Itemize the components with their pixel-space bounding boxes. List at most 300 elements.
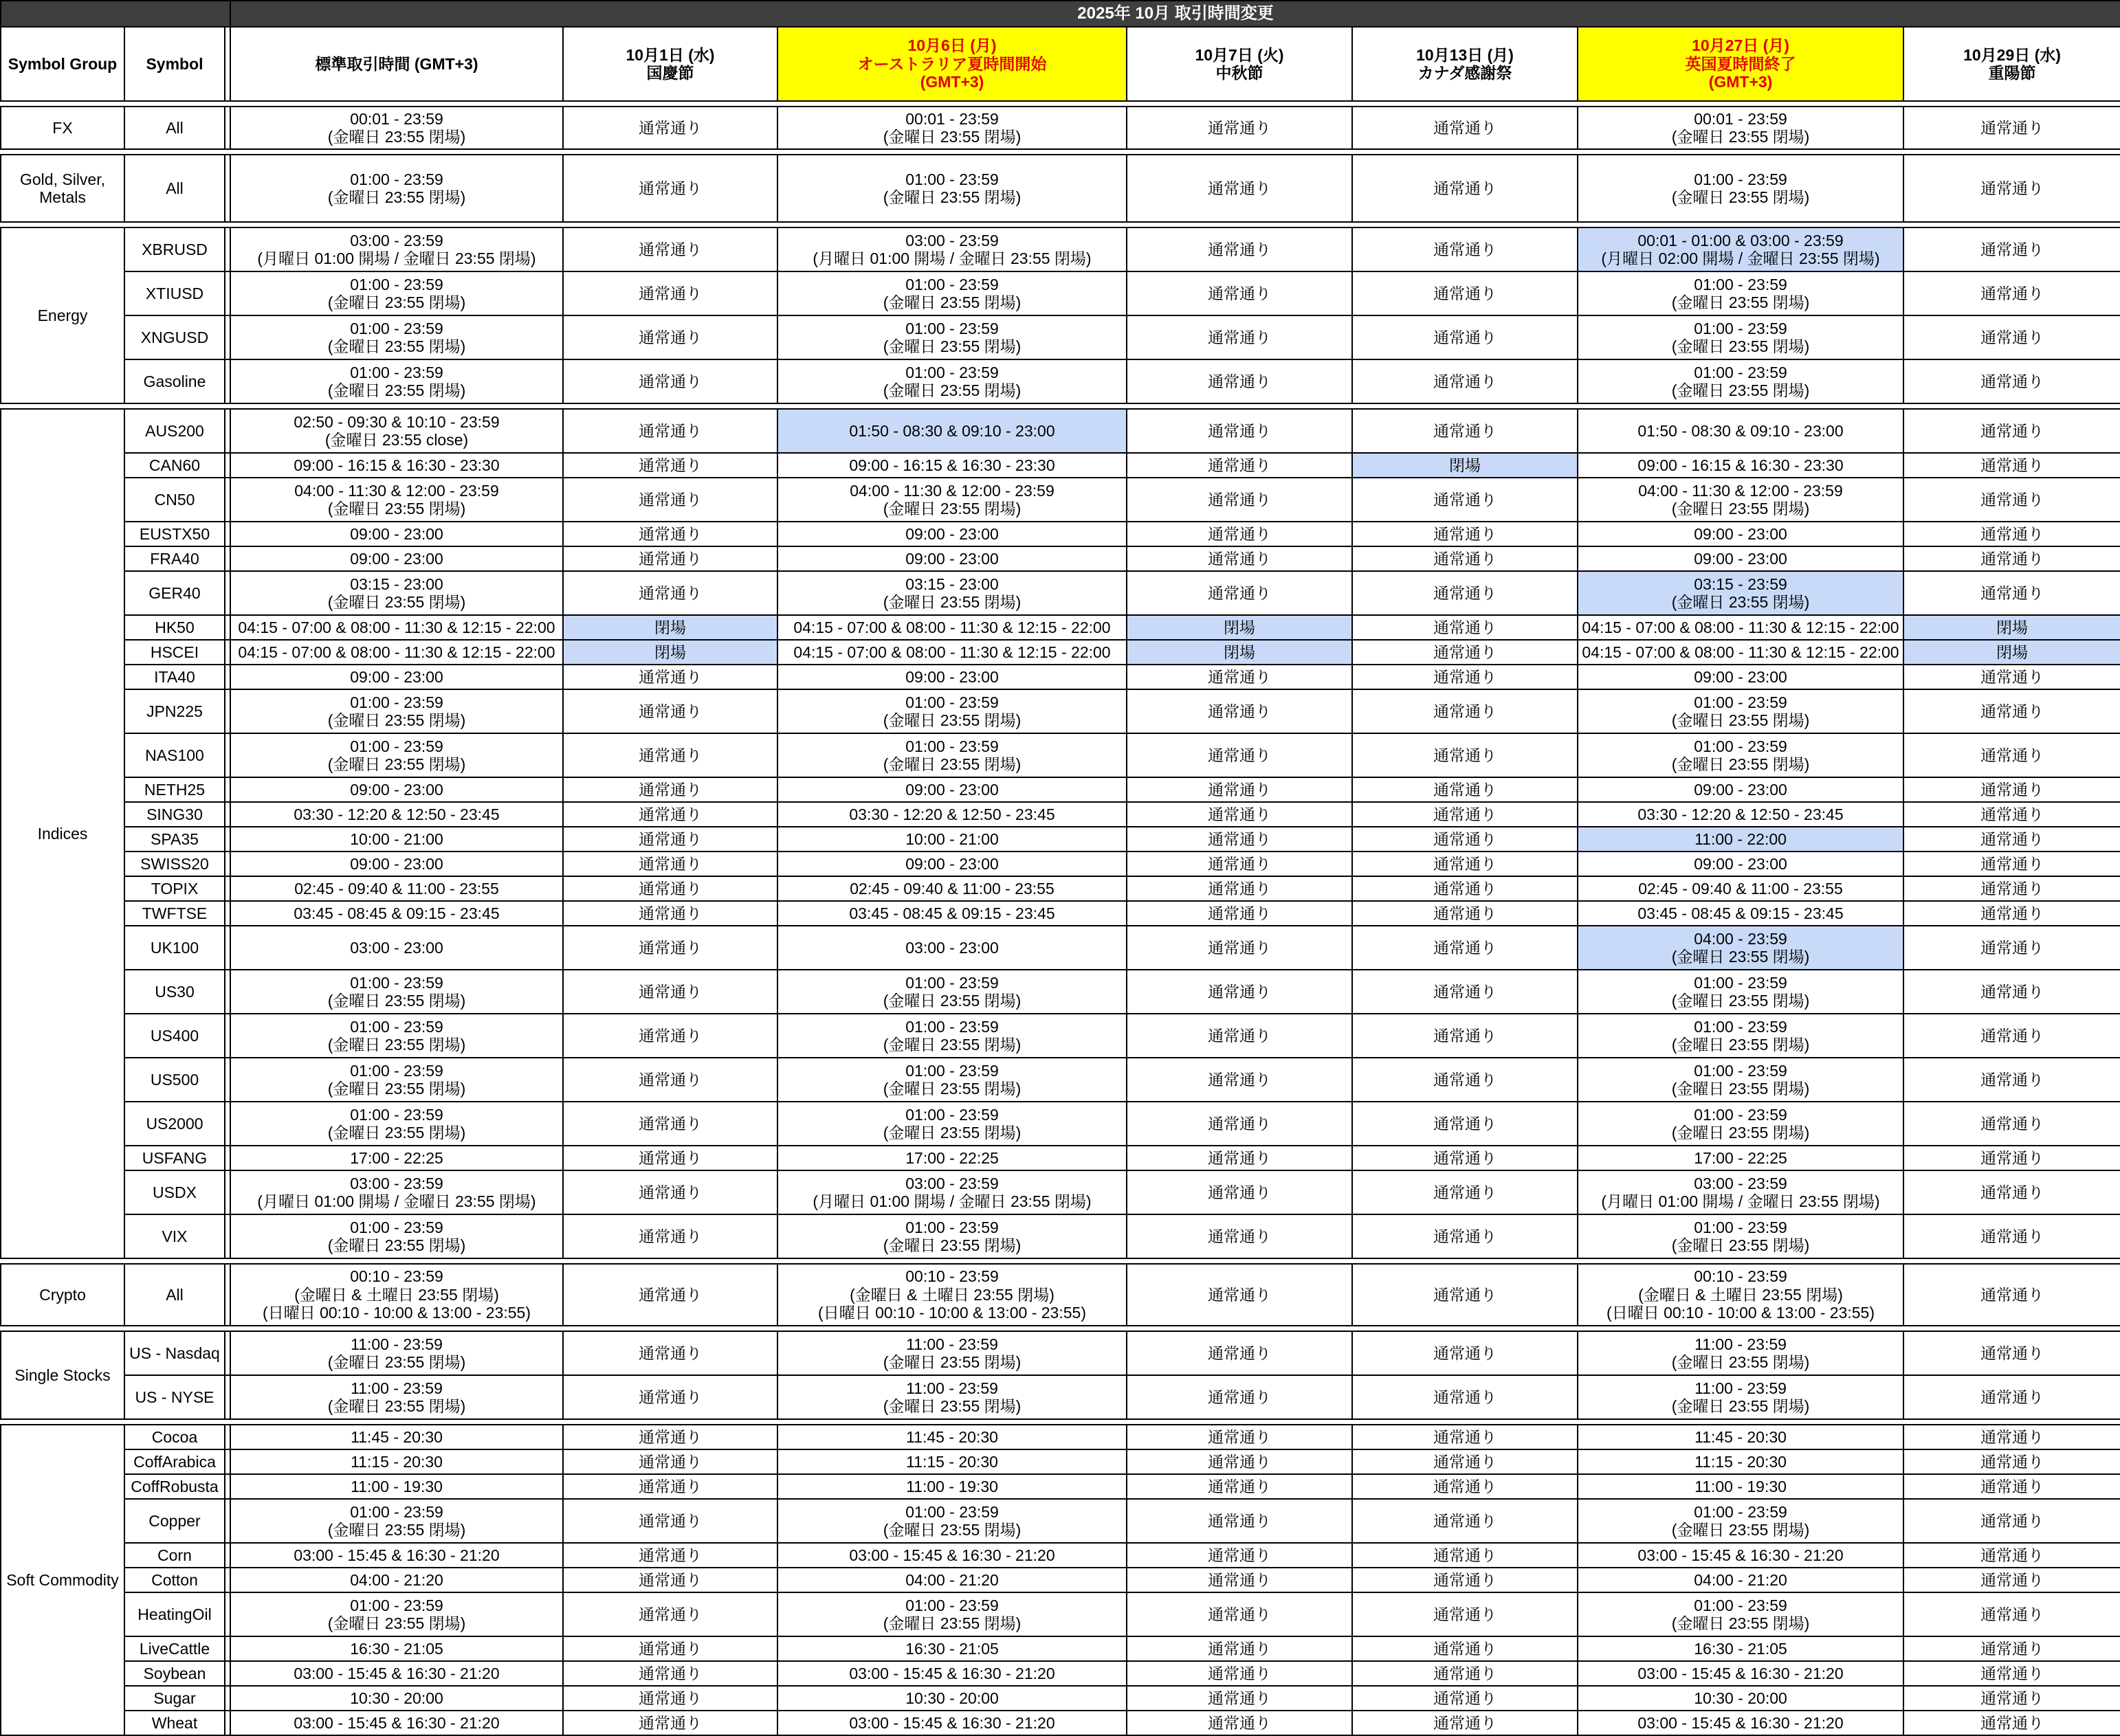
hours-cell: 11:00 - 23:59 (金曜日 23:55 閉場) xyxy=(1578,1331,1903,1375)
hours-cell: 通常通り xyxy=(563,777,777,802)
symbol-cell: CoffRobusta xyxy=(124,1474,225,1499)
hours-cell: 01:00 - 23:59 (金曜日 23:55 閉場) xyxy=(777,315,1127,359)
symbol-cell: CAN60 xyxy=(124,453,225,478)
hours-cell: 通常通り xyxy=(1352,271,1578,315)
hours-cell: 通常通り xyxy=(563,1058,777,1102)
table-row xyxy=(1,1474,2120,1499)
hours-cell: 通常通り xyxy=(1352,1636,1578,1661)
table-row xyxy=(1,1449,2120,1474)
symbol-cell: US - Nasdaq xyxy=(124,1331,225,1375)
hours-cell: 03:00 - 23:59 (月曜日 01:00 開場 / 金曜日 23:55 閉場) xyxy=(777,1170,1127,1214)
hours-cell: 04:00 - 21:20 xyxy=(777,1568,1127,1592)
hours-cell: 通常通り xyxy=(563,1102,777,1146)
spacer-cell xyxy=(225,876,230,901)
group-separator xyxy=(1,222,2120,227)
hours-cell: 通常通り xyxy=(1903,1331,2120,1375)
spacer-cell xyxy=(225,1636,230,1661)
hours-cell: 通常通り xyxy=(1127,1170,1352,1214)
symbol-cell: All xyxy=(124,1264,225,1326)
hours-cell: 通常通り xyxy=(1352,1686,1578,1711)
hours-cell: 通常通り xyxy=(1127,1214,1352,1258)
hours-cell: 01:00 - 23:59 (金曜日 23:55 閉場) xyxy=(777,1058,1127,1102)
hours-cell: 通常通り xyxy=(1903,478,2120,522)
table-row xyxy=(1,1214,2120,1258)
hours-cell: 01:00 - 23:59 (金曜日 23:55 閉場) xyxy=(1578,315,1903,359)
hours-cell: 02:50 - 09:30 & 10:10 - 23:59 (金曜日 23:55 close) xyxy=(230,409,563,453)
hours-cell: 01:00 - 23:59 (金曜日 23:55 閉場) xyxy=(1578,1014,1903,1058)
header-col-0: 標準取引時間 (GMT+3) xyxy=(230,27,563,101)
hours-cell: 通常通り xyxy=(563,852,777,876)
symbol-cell: FRA40 xyxy=(124,546,225,571)
hours-cell: 通常通り xyxy=(1352,478,1578,522)
symbol-cell: US500 xyxy=(124,1058,225,1102)
table-row xyxy=(1,852,2120,876)
symbol-cell: HeatingOil xyxy=(124,1592,225,1636)
spacer-cell xyxy=(225,1331,230,1375)
symbol-cell: USDX xyxy=(124,1170,225,1214)
separator-cell xyxy=(1,101,2120,107)
symbol-group-cell: Soft Commodity xyxy=(1,1425,124,1735)
hours-cell: 16:30 - 21:05 xyxy=(230,1636,563,1661)
hours-cell: 03:00 - 23:59 (月曜日 01:00 開場 / 金曜日 23:55 閉場) xyxy=(230,227,563,271)
hours-cell: 04:00 - 11:30 & 12:00 - 23:59 (金曜日 23:55 閉場) xyxy=(777,478,1127,522)
hours-cell: 04:15 - 07:00 & 08:00 - 11:30 & 12:15 - 22:00 xyxy=(230,640,563,665)
table-row xyxy=(1,777,2120,802)
hours-cell: 16:30 - 21:05 xyxy=(777,1636,1127,1661)
hours-cell: 通常通り xyxy=(1352,827,1578,852)
hours-cell: 通常通り xyxy=(563,1499,777,1543)
hours-cell: 通常通り xyxy=(563,802,777,827)
hours-cell: 03:45 - 08:45 & 09:15 - 23:45 xyxy=(777,901,1127,926)
hours-cell: 通常通り xyxy=(1352,1058,1578,1102)
separator-cell xyxy=(1,222,2120,227)
table-row xyxy=(1,315,2120,359)
hours-cell: 通常通り xyxy=(1127,478,1352,522)
hours-cell: 11:00 - 23:59 (金曜日 23:55 閉場) xyxy=(777,1331,1127,1375)
table-row xyxy=(1,453,2120,478)
table-row xyxy=(1,1331,2120,1375)
spacer-cell xyxy=(225,1146,230,1170)
separator-cell xyxy=(1,1419,2120,1425)
hours-cell: 09:00 - 23:00 xyxy=(230,665,563,689)
spacer-cell xyxy=(225,571,230,615)
hours-cell: 通常通り xyxy=(563,409,777,453)
column-header-row xyxy=(1,27,2120,101)
hours-cell: 03:00 - 15:45 & 16:30 - 21:20 xyxy=(1578,1711,1903,1735)
spacer-cell xyxy=(225,1058,230,1102)
hours-cell: 03:00 - 15:45 & 16:30 - 21:20 xyxy=(230,1543,563,1568)
hours-cell: 通常通り xyxy=(1352,970,1578,1014)
table-row xyxy=(1,1375,2120,1419)
hours-cell: 通常通り xyxy=(563,733,777,777)
hours-cell: 通常通り xyxy=(1903,802,2120,827)
hours-cell: 通常通り xyxy=(1127,665,1352,689)
hours-cell: 通常通り xyxy=(1352,802,1578,827)
hours-cell: 01:00 - 23:59 (金曜日 23:55 閉場) xyxy=(777,1499,1127,1543)
hours-cell: 11:00 - 19:30 xyxy=(230,1474,563,1499)
hours-cell: 通常通り xyxy=(563,1474,777,1499)
hours-cell: 17:00 - 22:25 xyxy=(777,1146,1127,1170)
hours-cell: 03:15 - 23:00 (金曜日 23:55 閉場) xyxy=(230,571,563,615)
hours-cell: 11:00 - 19:30 xyxy=(777,1474,1127,1499)
hours-cell: 通常通り xyxy=(563,1449,777,1474)
hours-cell: 00:01 - 23:59 (金曜日 23:55 閉場) xyxy=(777,107,1127,149)
hours-cell: 09:00 - 23:00 xyxy=(777,522,1127,546)
hours-cell: 01:00 - 23:59 (金曜日 23:55 閉場) xyxy=(777,1592,1127,1636)
table-row xyxy=(1,1058,2120,1102)
hours-cell: 01:00 - 23:59 (金曜日 23:55 閉場) xyxy=(230,733,563,777)
symbol-cell: NAS100 xyxy=(124,733,225,777)
hours-cell: 11:45 - 20:30 xyxy=(777,1425,1127,1449)
hours-cell: 閉場 xyxy=(563,640,777,665)
hours-cell: 01:00 - 23:59 (金曜日 23:55 閉場) xyxy=(777,733,1127,777)
hours-cell: 通常通り xyxy=(1352,1449,1578,1474)
hours-cell: 03:00 - 23:00 xyxy=(777,926,1127,970)
hours-cell: 10:00 - 21:00 xyxy=(230,827,563,852)
hours-cell: 04:00 - 11:30 & 12:00 - 23:59 (金曜日 23:55 閉場) xyxy=(1578,478,1903,522)
table-row xyxy=(1,733,2120,777)
spacer-cell xyxy=(225,1661,230,1686)
spacer-cell xyxy=(225,315,230,359)
hours-cell: 通常通り xyxy=(1903,665,2120,689)
hours-cell: 通常通り xyxy=(1127,1058,1352,1102)
hours-cell: 03:00 - 23:59 (月曜日 01:00 開場 / 金曜日 23:55 閉場) xyxy=(1578,1170,1903,1214)
table-row xyxy=(1,155,2120,222)
hours-cell: 通常通り xyxy=(1903,1214,2120,1258)
hours-cell: 17:00 - 22:25 xyxy=(1578,1146,1903,1170)
hours-cell: 通常通り xyxy=(1127,1449,1352,1474)
hours-cell: 通常通り xyxy=(1352,315,1578,359)
symbol-cell: Gasoline xyxy=(124,359,225,403)
hours-cell: 01:00 - 23:59 (金曜日 23:55 閉場) xyxy=(777,1014,1127,1058)
table-row xyxy=(1,1543,2120,1568)
table-row xyxy=(1,1568,2120,1592)
spacer-cell xyxy=(225,1375,230,1419)
hours-cell: 通常通り xyxy=(563,1425,777,1449)
symbol-cell: ITA40 xyxy=(124,665,225,689)
hours-cell: 閉場 xyxy=(1903,640,2120,665)
spacer-cell xyxy=(225,777,230,802)
hours-cell: 通常通り xyxy=(1352,1592,1578,1636)
hours-cell: 通常通り xyxy=(563,1711,777,1735)
hours-cell: 01:00 - 23:59 (金曜日 23:55 閉場) xyxy=(1578,1058,1903,1102)
symbol-cell: EUSTX50 xyxy=(124,522,225,546)
header-col-6: 10月29日 (水) 重陽節 xyxy=(1903,27,2120,101)
hours-cell: 通常通り xyxy=(1903,1474,2120,1499)
hours-cell: 通常通り xyxy=(563,155,777,222)
hours-cell: 通常通り xyxy=(1127,970,1352,1014)
hours-cell: 通常通り xyxy=(1903,271,2120,315)
hours-cell: 09:00 - 23:00 xyxy=(230,777,563,802)
hours-cell: 01:00 - 23:59 (金曜日 23:55 閉場) xyxy=(1578,1499,1903,1543)
hours-cell: 10:30 - 20:00 xyxy=(230,1686,563,1711)
hours-cell: 通常通り xyxy=(1352,665,1578,689)
hours-cell: 通常通り xyxy=(1352,359,1578,403)
spacer-cell xyxy=(225,1014,230,1058)
hours-cell: 通常通り xyxy=(563,665,777,689)
table-row xyxy=(1,665,2120,689)
symbol-cell: NETH25 xyxy=(124,777,225,802)
hours-cell: 03:00 - 15:45 & 16:30 - 21:20 xyxy=(777,1543,1127,1568)
hours-cell: 通常通り xyxy=(1127,409,1352,453)
separator-cell xyxy=(1,149,2120,155)
table-row xyxy=(1,1711,2120,1735)
hours-cell: 11:00 - 22:00 xyxy=(1578,827,1903,852)
spacer-cell xyxy=(225,1214,230,1258)
symbol-cell: SING30 xyxy=(124,802,225,827)
symbol-group-cell: Indices xyxy=(1,409,124,1258)
hours-cell: 通常通り xyxy=(563,1146,777,1170)
hours-cell: 通常通り xyxy=(563,1264,777,1326)
spacer-cell xyxy=(225,1425,230,1449)
table-row xyxy=(1,901,2120,926)
hours-cell: 11:45 - 20:30 xyxy=(1578,1425,1903,1449)
hours-cell: 09:00 - 23:00 xyxy=(230,546,563,571)
symbol-cell: VIX xyxy=(124,1214,225,1258)
hours-cell: 通常通り xyxy=(1127,155,1352,222)
separator-cell xyxy=(1,1258,2120,1264)
table-body xyxy=(1,101,2120,1735)
hours-cell: 通常通り xyxy=(1127,453,1352,478)
hours-cell: 通常通り xyxy=(1127,107,1352,149)
hours-cell: 通常通り xyxy=(1352,522,1578,546)
symbol-cell: Cocoa xyxy=(124,1425,225,1449)
header-symbol-group: Symbol Group xyxy=(1,27,124,101)
hours-cell: 通常通り xyxy=(563,1214,777,1258)
hours-cell: 通常通り xyxy=(1352,1264,1578,1326)
hours-cell: 通常通り xyxy=(1352,107,1578,149)
hours-cell: 通常通り xyxy=(1903,1170,2120,1214)
table-row xyxy=(1,1661,2120,1686)
hours-cell: 01:00 - 23:59 (金曜日 23:55 閉場) xyxy=(777,1214,1127,1258)
symbol-group-cell: Energy xyxy=(1,227,124,403)
hours-cell: 通常通り xyxy=(1127,777,1352,802)
spacer-cell xyxy=(225,522,230,546)
hours-cell: 03:00 - 15:45 & 16:30 - 21:20 xyxy=(230,1661,563,1686)
hours-cell: 04:00 - 21:20 xyxy=(1578,1568,1903,1592)
hours-cell: 通常通り xyxy=(1903,453,2120,478)
hours-cell: 通常通り xyxy=(1127,1592,1352,1636)
hours-cell: 通常通り xyxy=(1352,876,1578,901)
spacer-cell xyxy=(225,1170,230,1214)
hours-cell: 01:00 - 23:59 (金曜日 23:55 閉場) xyxy=(1578,1592,1903,1636)
spacer-cell xyxy=(225,1686,230,1711)
hours-cell: 通常通り xyxy=(1903,689,2120,733)
spacer-cell xyxy=(225,359,230,403)
symbol-cell: Corn xyxy=(124,1543,225,1568)
table-row xyxy=(1,571,2120,615)
hours-cell: 通常通り xyxy=(1127,1102,1352,1146)
hours-cell: 通常通り xyxy=(563,546,777,571)
hours-cell: 11:00 - 23:59 (金曜日 23:55 閉場) xyxy=(230,1375,563,1419)
hours-cell: 閉場 xyxy=(563,615,777,640)
table-row xyxy=(1,1686,2120,1711)
symbol-cell: US400 xyxy=(124,1014,225,1058)
hours-cell: 通常通り xyxy=(1352,1146,1578,1170)
hours-cell: 通常通り xyxy=(1903,1543,2120,1568)
symbol-cell: LiveCattle xyxy=(124,1636,225,1661)
table-row xyxy=(1,926,2120,970)
table-row xyxy=(1,359,2120,403)
hours-cell: 通常通り xyxy=(563,107,777,149)
symbol-cell: XNGUSD xyxy=(124,315,225,359)
hours-cell: 通常通り xyxy=(1903,901,2120,926)
group-separator xyxy=(1,101,2120,107)
hours-cell: 01:00 - 23:59 (金曜日 23:55 閉場) xyxy=(777,271,1127,315)
spacer-cell xyxy=(225,1102,230,1146)
symbol-cell: AUS200 xyxy=(124,409,225,453)
hours-cell: 03:00 - 15:45 & 16:30 - 21:20 xyxy=(230,1711,563,1735)
symbol-cell: GER40 xyxy=(124,571,225,615)
hours-cell: 通常通り xyxy=(1127,1331,1352,1375)
hours-cell: 04:15 - 07:00 & 08:00 - 11:30 & 12:15 - 22:00 xyxy=(777,615,1127,640)
hours-cell: 01:00 - 23:59 (金曜日 23:55 閉場) xyxy=(230,1214,563,1258)
hours-cell: 17:00 - 22:25 xyxy=(230,1146,563,1170)
hours-cell: 01:00 - 23:59 (金曜日 23:55 閉場) xyxy=(1578,359,1903,403)
hours-cell: 04:00 - 23:59 (金曜日 23:55 閉場) xyxy=(1578,926,1903,970)
hours-cell: 09:00 - 23:00 xyxy=(1578,777,1903,802)
hours-cell: 01:00 - 23:59 (金曜日 23:55 閉場) xyxy=(1578,970,1903,1014)
hours-cell: 通常通り xyxy=(1903,1636,2120,1661)
hours-cell: 通常通り xyxy=(1903,1264,2120,1326)
hours-cell: 通常通り xyxy=(1352,777,1578,802)
spacer-cell xyxy=(225,970,230,1014)
header-col-4: 10月13日 (月) カナダ感謝祭 xyxy=(1352,27,1578,101)
hours-cell: 閉場 xyxy=(1352,453,1578,478)
table-row xyxy=(1,1170,2120,1214)
spacer-cell xyxy=(225,409,230,453)
hours-cell: 01:00 - 23:59 (金曜日 23:55 閉場) xyxy=(1578,271,1903,315)
hours-cell: 通常通り xyxy=(1127,876,1352,901)
hours-cell: 通常通り xyxy=(1127,1499,1352,1543)
hours-cell: 通常通り xyxy=(1352,926,1578,970)
hours-cell: 通常通り xyxy=(563,1592,777,1636)
hours-cell: 01:00 - 23:59 (金曜日 23:55 閉場) xyxy=(230,970,563,1014)
hours-cell: 通常通り xyxy=(1127,733,1352,777)
hours-cell: 閉場 xyxy=(1127,640,1352,665)
hours-cell: 01:00 - 23:59 (金曜日 23:55 閉場) xyxy=(777,155,1127,222)
hours-cell: 01:00 - 23:59 (金曜日 23:55 閉場) xyxy=(230,1592,563,1636)
hours-cell: 09:00 - 23:00 xyxy=(1578,852,1903,876)
spacer-cell xyxy=(225,640,230,665)
hours-cell: 03:15 - 23:00 (金曜日 23:55 閉場) xyxy=(777,571,1127,615)
symbol-group-cell: Single Stocks xyxy=(1,1331,124,1419)
hours-cell: 10:30 - 20:00 xyxy=(777,1686,1127,1711)
hours-cell: 02:45 - 09:40 & 11:00 - 23:55 xyxy=(777,876,1127,901)
table-row xyxy=(1,615,2120,640)
table-row xyxy=(1,478,2120,522)
hours-cell: 04:15 - 07:00 & 08:00 - 11:30 & 12:15 - 22:00 xyxy=(230,615,563,640)
hours-cell: 通常通り xyxy=(563,1014,777,1058)
hours-cell: 通常通り xyxy=(1903,852,2120,876)
table-title: 2025年 10月 取引時間変更 xyxy=(230,1,2120,27)
spacer-cell xyxy=(225,453,230,478)
table-row xyxy=(1,1264,2120,1326)
hours-cell: 通常通り xyxy=(1903,970,2120,1014)
spacer-cell xyxy=(225,1543,230,1568)
hours-cell: 通常通り xyxy=(1903,777,2120,802)
hours-cell: 通常通り xyxy=(1127,1264,1352,1326)
symbol-cell: Wheat xyxy=(124,1711,225,1735)
table-row xyxy=(1,271,2120,315)
hours-cell: 通常通り xyxy=(1903,315,2120,359)
hours-cell: 通常通り xyxy=(1352,1568,1578,1592)
hours-cell: 通常通り xyxy=(1903,1146,2120,1170)
hours-cell: 通常通り xyxy=(1127,1543,1352,1568)
symbol-cell: Cotton xyxy=(124,1568,225,1592)
hours-cell: 通常通り xyxy=(1903,546,2120,571)
hours-cell: 03:15 - 23:59 (金曜日 23:55 閉場) xyxy=(1578,571,1903,615)
spacer-cell xyxy=(225,155,230,222)
hours-cell: 通常通り xyxy=(1127,926,1352,970)
group-separator xyxy=(1,1326,2120,1331)
hours-cell: 通常通り xyxy=(1127,546,1352,571)
hours-cell: 00:10 - 23:59 (金曜日 & 土曜日 23:55 閉場) (日曜日 00:10 - 10:00 & 13:00 - 23:55) xyxy=(1578,1264,1903,1326)
header-col-1: 10月1日 (水) 国慶節 xyxy=(563,27,777,101)
hours-cell: 通常通り xyxy=(563,1686,777,1711)
hours-cell: 通常通り xyxy=(1127,689,1352,733)
hours-cell: 01:00 - 23:59 (金曜日 23:55 閉場) xyxy=(230,315,563,359)
hours-cell: 03:00 - 15:45 & 16:30 - 21:20 xyxy=(777,1711,1127,1735)
hours-cell: 01:00 - 23:59 (金曜日 23:55 閉場) xyxy=(1578,1102,1903,1146)
hours-cell: 通常通り xyxy=(1903,1499,2120,1543)
separator-cell xyxy=(1,403,2120,409)
hours-cell: 00:01 - 01:00 & 03:00 - 23:59 (月曜日 02:00 開場 / 金曜日 23:55 閉場) xyxy=(1578,227,1903,271)
hours-cell: 04:15 - 07:00 & 08:00 - 11:30 & 12:15 - 22:00 xyxy=(1578,640,1903,665)
symbol-cell: Sugar xyxy=(124,1686,225,1711)
spacer-cell xyxy=(225,546,230,571)
table-row xyxy=(1,522,2120,546)
hours-cell: 通常通り xyxy=(1127,571,1352,615)
spacer-cell xyxy=(225,852,230,876)
hours-cell: 通常通り xyxy=(1903,359,2120,403)
hours-cell: 通常通り xyxy=(1903,155,2120,222)
symbol-cell: CN50 xyxy=(124,478,225,522)
hours-cell: 通常通り xyxy=(1352,1102,1578,1146)
hours-cell: 03:00 - 15:45 & 16:30 - 21:20 xyxy=(777,1661,1127,1686)
hours-cell: 01:00 - 23:59 (金曜日 23:55 閉場) xyxy=(230,155,563,222)
hours-cell: 04:15 - 07:00 & 08:00 - 11:30 & 12:15 - 22:00 xyxy=(777,640,1127,665)
table-row xyxy=(1,1146,2120,1170)
hours-cell: 通常通り xyxy=(1352,1711,1578,1735)
spacer-cell xyxy=(225,478,230,522)
hours-cell: 通常通り xyxy=(1903,1686,2120,1711)
hours-cell: 通常通り xyxy=(1352,733,1578,777)
symbol-cell: TOPIX xyxy=(124,876,225,901)
hours-cell: 通常通り xyxy=(1127,359,1352,403)
hours-cell: 通常通り xyxy=(563,1331,777,1375)
hours-cell: 通常通り xyxy=(1127,227,1352,271)
symbol-cell: SPA35 xyxy=(124,827,225,852)
symbol-cell: US30 xyxy=(124,970,225,1014)
table-row xyxy=(1,802,2120,827)
table-row xyxy=(1,107,2120,149)
symbol-cell: US2000 xyxy=(124,1102,225,1146)
hours-cell: 通常通り xyxy=(563,271,777,315)
hours-cell: 通常通り xyxy=(1352,1543,1578,1568)
hours-cell: 03:30 - 12:20 & 12:50 - 23:45 xyxy=(777,802,1127,827)
hours-cell: 通常通り xyxy=(563,876,777,901)
hours-cell: 03:00 - 23:59 (月曜日 01:00 開場 / 金曜日 23:55 閉場) xyxy=(230,1170,563,1214)
hours-cell: 10:00 - 21:00 xyxy=(777,827,1127,852)
hours-cell: 通常通り xyxy=(1352,155,1578,222)
hours-cell: 10:30 - 20:00 xyxy=(1578,1686,1903,1711)
hours-cell: 03:00 - 23:59 (月曜日 01:00 開場 / 金曜日 23:55 閉場) xyxy=(777,227,1127,271)
symbol-cell: All xyxy=(124,107,225,149)
hours-cell: 通常通り xyxy=(563,478,777,522)
symbol-cell: Copper xyxy=(124,1499,225,1543)
hours-cell: 通常通り xyxy=(1352,852,1578,876)
